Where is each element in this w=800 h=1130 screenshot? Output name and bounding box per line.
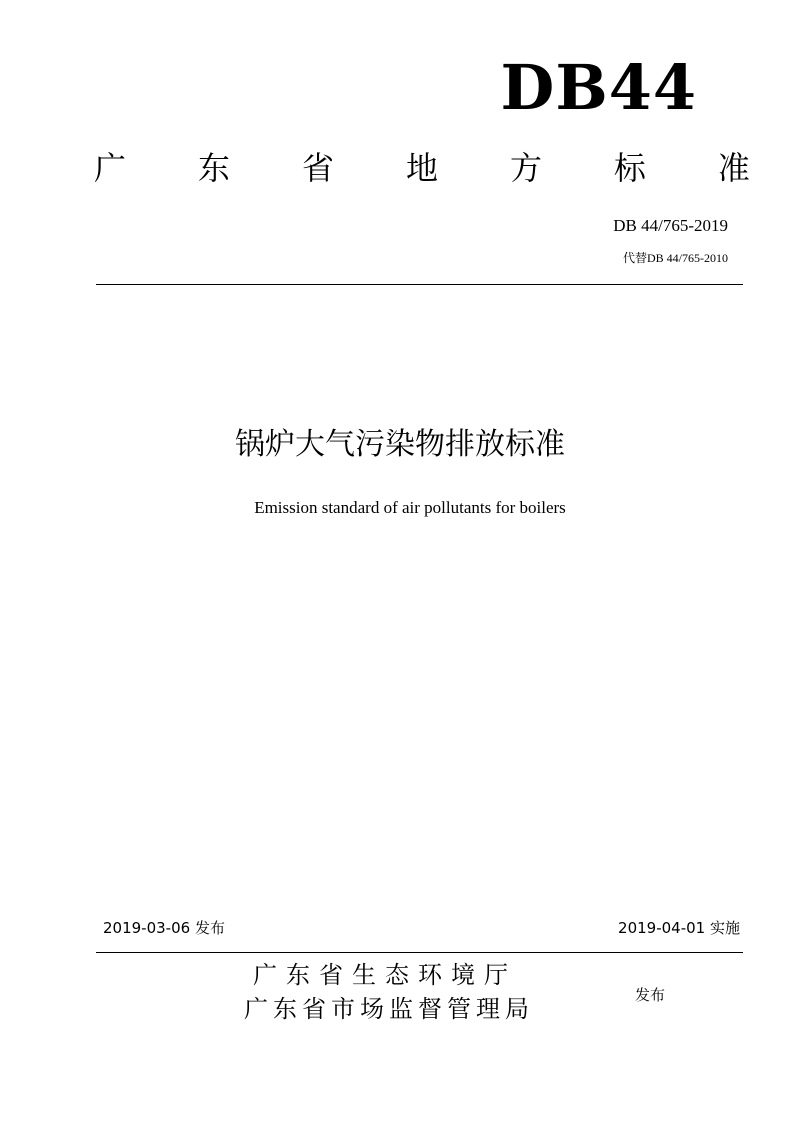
issuing-authority-1: 广东省生态环境厅 (253, 961, 517, 989)
top-divider (96, 284, 743, 285)
document-title-english: Emission standard of air pollutants for boilers (254, 498, 566, 517)
document-title-chinese: 锅炉大气污染物排放标准 (235, 427, 565, 462)
standard-type-char: 方 (509, 149, 542, 187)
implementation-date: 2019-04-01 实施 (618, 919, 740, 937)
standard-type-char: 准 (717, 149, 750, 187)
standard-number: DB 44/765-2019 (613, 216, 728, 235)
standard-type-char: 标 (613, 149, 646, 187)
issue-date: 2019-03-06 发布 (103, 919, 225, 937)
standard-type-char: 东 (197, 149, 230, 187)
standard-code: DB44 (500, 51, 697, 124)
replaces-note: 代替DB 44/765-2010 (622, 251, 728, 265)
standard-type-char: 省 (301, 149, 334, 187)
bottom-divider (96, 952, 743, 953)
standard-type-char: 地 (405, 149, 438, 187)
standard-type-char: 广 (94, 149, 127, 187)
standard-type (94, 146, 750, 190)
issuing-authority-2: 广东省市场监督管理局 (244, 995, 534, 1023)
issued-by-label: 发布 (635, 986, 666, 1004)
